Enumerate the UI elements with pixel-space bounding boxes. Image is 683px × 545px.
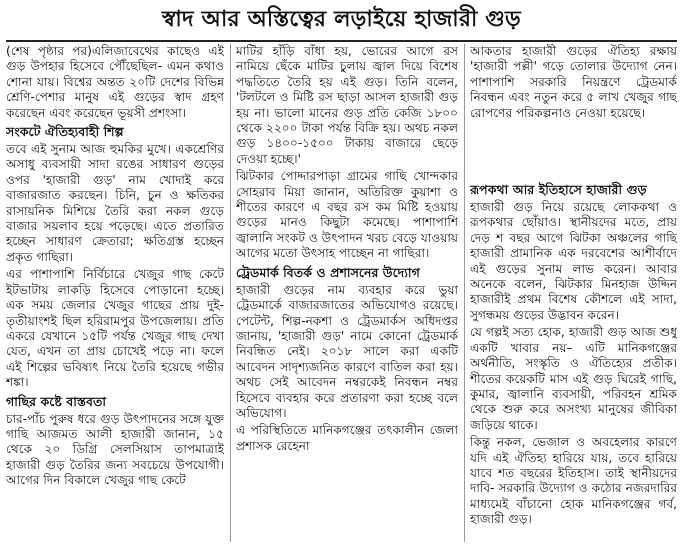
paragraph: তবে এই সুনাম আজ হুমকির মুখে। একশ্রেণির অসাধু ব্যবসায়ী সাদা রঙের সাধারণ গুড়ের ওপর 'হাজারী গুড়' নাম খোদাই করে বাজারজাত করছেন। চিনি, চুন ও ক্ষতিকর রাসায়নিক মিশিয়ে তৈরি করা নকল গুড়ে বাজার সয়লাব হয়ে পড়েছে। এতে প্রতারিত হচ্ছেন সাধারণ ক্রেতারা; ক্ষতিগ্রস্ত হচ্ছেন প্রকৃত গাছিরা।: [6, 142, 224, 264]
paragraph: হাজারী গুড় নিয়ে রয়েছে লোককথা ও রূপকথার ছোঁয়াও। স্থানীয়দের মতে, প্রায় দেড় শ বছর আগে ঝিটকা অঞ্চলের গাছি হাজারী প্রামানিক এক দরবেশের আশীর্বাদে এই গুড়ের সুনাম লাভ করেন। আবার অনেকে বলেন, ঝিটকার মিনহাজ উদ্দিন হাজারীই প্রথম বিশেষ কৌশলে এই সাদা, সুগন্ধময় গুড়ের উদ্ভাবন করেন।: [470, 200, 677, 322]
paragraph: চার-পাঁচ পুরুষ ধরে গুড় উৎপাদনের সঙ্গে যুক্ত গাছি আজমত আলী হাজারী জানান, ১৫ থেকে ২০ ডিগ্রি সেলসিয়াস তাপমাত্রাই হাজারী গুড় তৈরির জন্য সবচেয়ে উপযোগী। আগের দিন বিকালে খেজুর গাছ কেটে: [6, 411, 224, 488]
paragraph: কিন্তু নকল, ভেজাল ও অবহেলার কারণে যদি এই ঐতিহ্য হারিয়ে যায়, তবে হারিয়ে যাবে শত বছরের ইতিহাস। তাই স্থানীয়দের দাবি- সরকারি উদ্যোগ ও কঠোর নজরদারির মাধ্যমেই বাঁচানো হোক মানিকগঞ্জের গর্ব, হাজারী গুড়।: [470, 435, 677, 527]
column-divider-2: [464, 44, 465, 542]
paragraph: এ পরিস্থিতিতে মানিকগঞ্জের তৎকালীন জেলা প্রশাসক রেহেনা: [236, 423, 458, 453]
blank-space: [470, 123, 677, 179]
paragraph: (শেষ পৃষ্ঠার পর)এলিজাবেথের কাছেও এই গুড় উপহার হিসেবে পৌঁছেছিল- এমন কথাও শোনা যায়। বিশ্বের অন্তত ২০টি দেশের বিভিন্ন শ্রেণি-পেশার মানুষ এই গুড়ের স্বাদ গ্রহণ করেছেন এবং করেছেন ভূয়সী প্রশংসা।: [6, 44, 224, 120]
subheading: সংকটে ঐতিহ্যবাহী শিল্প: [6, 124, 124, 140]
headline-rule: [6, 40, 677, 42]
subheading: গাছির কষ্টে বাস্তবতা: [6, 393, 107, 409]
paragraph: হাজারী গুড়ের নাম ব্যবহার করে ভুয়া ট্রেডমার্কে বাজারজাতের অভিযোগও রয়েছে। পেটেন্ট, শিল্প-নকশা ও ট্রেডমার্কস অধিদপ্তর জানায়, 'হাজারী গুড়' নামে কোনো ট্রেডমার্ক নিবন্ধিত নেই। ২০১৮ সালে করা একটি আবেদন সাদৃশ্যজনিত কারণে বাতিল করা হয়। অথচ সেই আবেদন নম্বরকেই নিবন্ধন নম্বর হিসেবে ব্যবহার করে প্রতারণা করা হচ্ছে বলে অভিযোগ।: [236, 282, 458, 420]
paragraph: যে গল্পই সত্য হোক, হাজারী গুড় আজ শুধু একটি খাবার নয়– এটি মানিকগঞ্জের অর্থনীতি, সংস্কৃতি ও ঐতিহ্যের প্রতীক। শীতের কয়েকটি মাস এই গুড় ঘিরেই গাছি, কুমার, জ্বালানি ব্যবসায়ী, পরিবহন শ্রমিক থেকে শুরু করে অসংখ্য মানুষের জীবিকা জড়িয়ে থাকে।: [470, 325, 677, 432]
paragraph: এর পাশাপাশি নির্বিচারে খেজুর গাছ কেটে ইটভাটায় লাকড়ি হিসেবে পোড়ানো হচ্ছে। এক সময় জেলার খেজুর গাছের প্রায় দুই-তৃতীয়াংশই ছিল হরিরামপুর উপজেলায়। প্রতি একরে যেখানে ১৫টি পর্যন্ত খেজুর গাছ দেখা যেত, এখন তা প্রায় চোখেই পড়ে না। ফলে এই শিল্পের ভবিষ্যৎ নিয়ে তৈরি হয়েছে গভীর শঙ্কা।: [6, 267, 224, 390]
column-1: [6, 44, 224, 542]
column-divider-1: [230, 44, 231, 542]
column-3: [470, 44, 677, 542]
paragraph: ঝিটকার পোদ্দারপাড়া গ্রামের গাছি খোন্দকার সোহরাব মিয়া জানান, অতিরিক্ত কুয়াশা ও শীতের কারণে এ বছর রস কম মিষ্টি হওয়ায় গুড়ের মানও কিছুটা কমেছে। পাশাপাশি জ্বালানি সংকট ও উৎপাদন খরচ বেড়ে যাওয়ায় আগের মতো উৎসাহ পাচ্ছেন না গাছিরা।: [236, 169, 458, 261]
subheading: ট্রেডমার্ক বিতর্ক ও প্রশাসনের উদ্যোগ: [236, 264, 420, 280]
paragraph: মাটির হাঁড়ি বাঁধা হয়, ভোরের আগে রস নামিয়ে ছেঁকে মাটির চুলায় জ্বাল দিয়ে বিশেষ পদ্ধতিতে তৈরি হয় এই গুড়। তিনি বলেন, 'টলটলে ও মিষ্টি রস ছাড়া আসল হাজারী গুড় হয় না। ভালো মানের গুড় প্রতি কেজি ১৮০০ থেকে ২২০০ টাকা পর্যন্ত বিক্রি হয়। অথচ নকল গুড় ১৪০০-১৫০০ টাকায় বাজারে ছেড়ে দেওয়া হচ্ছে।': [236, 44, 458, 166]
column-2: [236, 44, 458, 542]
headline: স্বাদ আর অস্তিত্বের লড়াইয়ে হাজারী গুড়: [162, 6, 521, 32]
subheading: রূপকথা আর ইতিহাসে হাজারী গুড়: [470, 182, 647, 198]
paragraph: আকতার হাজারী গুড়ের ঐতিহ্য রক্ষায় 'হাজারী পল্লী' গড়ে তোলার উদ্যোগ নেন। পাশাপাশি সরকারি নিয়ন্ত্রণে ট্রেডমার্ক নিবন্ধন এবং নতুন করে ৫ লাখ খেজুর গাছ রোপণের পরিকল্পনাও নেওয়া হয়েছে।: [470, 44, 677, 120]
